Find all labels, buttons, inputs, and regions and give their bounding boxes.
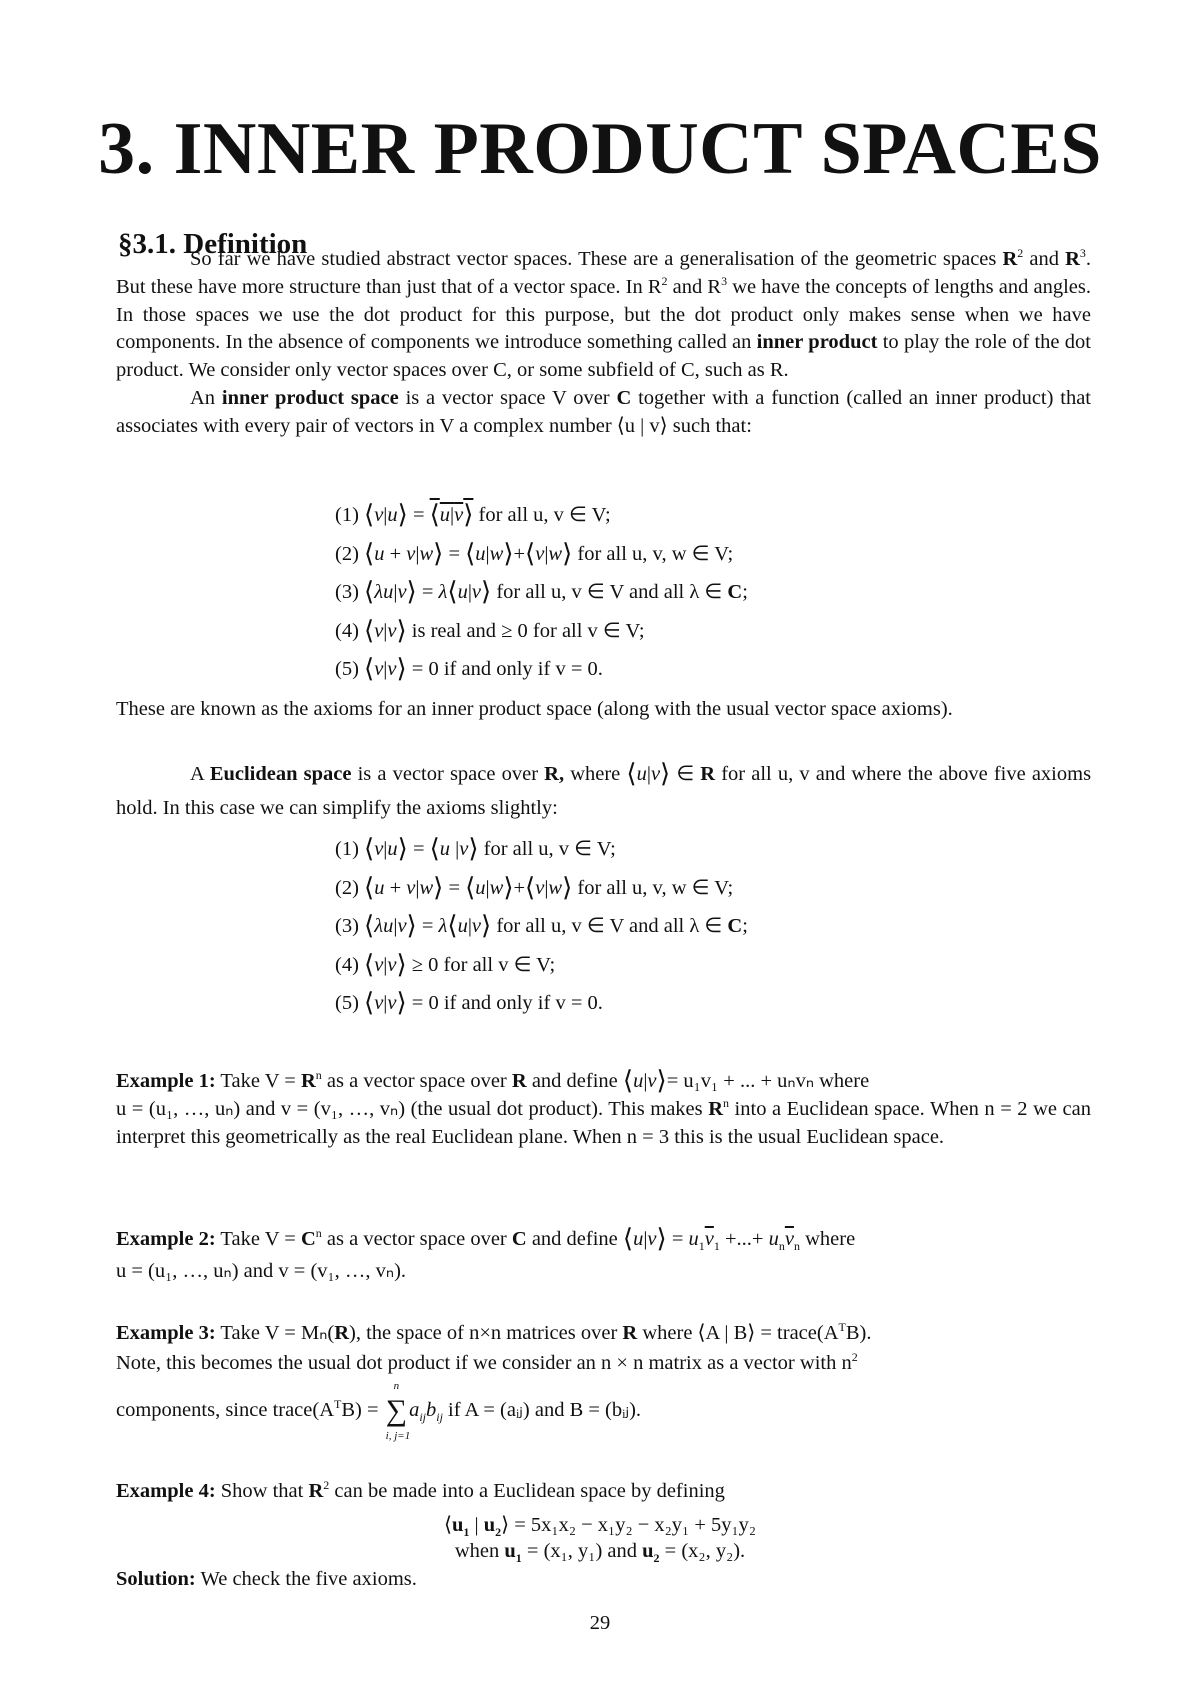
example-3-label: Example 3: <box>116 1322 216 1344</box>
term-inner-product: inner product <box>756 331 878 354</box>
example-4-condition: when $u_1 = (x_1$, y₁) and $u_2 = (x_2$, y₂). <box>454 1540 746 1566</box>
axiom-4: (4) ⟨v|v⟩ ≥ 0 for all v ∈ V; <box>335 949 556 979</box>
axiom-2: (2) ⟨u + v|w⟩ = ⟨u|w⟩+⟨v|w⟩ for all u, v, w ∈ V; <box>335 872 734 902</box>
example-4-line-1: Example 4: Show that $R^2$ can be made into a Euclidean space by defining <box>116 1478 725 1502</box>
axiom-1: (1) ⟨v|u⟩ = ⟨u|v⟩ for all u, v ∈ V; <box>335 500 611 529</box>
axiom-5: (5) ⟨v|v⟩ = 0 if and only if v = 0. <box>335 988 603 1017</box>
section-heading: §3.1. Definition <box>118 228 308 260</box>
axiom-4: (4) ⟨v|v⟩ is real and ≥ 0 for all v ∈ V; <box>335 615 645 645</box>
intro-paragraph: So far we have studied abstract vector spaces. These are a generalisation of the geometric spaces $R^2$ and $R^3$. But these have more structure than just that of a vector space. In $R^2$ and $R^3$ we have the concepts of lengths and angles. In those spaces we use the dot product for this purpose, but the dot product only makes sense when we have components. In the absence of components we introduce something called an inner product to play the role of the dot product. We consider only vector spaces over C, or some subfield of C, such as R. An inner product space is a vector space V over C together with a function (called an inner product) that associates with every pair of vectors in V a complex number ⟨u | v⟩ such that: <box>116 246 1091 441</box>
example-2-line-1: Example 2: Take $V = C^n$ as a vector space over C and define ⟨u|v⟩ = $u_1\overline{v}_1$ +...+ $u_n\overline{v}_n$ where <box>116 1224 856 1254</box>
solution-line: Solution: We check the five axioms. <box>116 1568 417 1590</box>
page-number: 29 <box>589 1612 611 1634</box>
solution-label: Solution: <box>116 1568 196 1590</box>
example-1-label: Example 1: <box>116 1070 216 1092</box>
axiom-3: (3) ⟨λu|v⟩ = λ⟨u|v⟩ for all u, v ∈ V and all λ ∈ C; <box>335 911 748 940</box>
example-4-formula: $⟨u_1$ | $u_2⟩ = 5x_1x_2 - x_1y_2 - x_2y_1 + 5y_1y_2$ <box>443 1514 757 1540</box>
axiom-list-complex <box>335 496 748 689</box>
euclidean-definition: A Euclidean space is a vector space over R, where ⟨u|v⟩ ∈ R for all u, v and where the above five axioms hold. In this case we can simplify the axioms slightly: <box>116 759 1092 819</box>
axiom-2: (2) ⟨u + v|w⟩ = ⟨u|w⟩+⟨v|w⟩ for all u, v, w ∈ V; <box>335 538 734 568</box>
example-1-line-1: Example 1: Take $V = R^n$ as a vector space over R and define ⟨u|v⟩= u₁v₁ + ... + uₙvₙ where <box>116 1066 870 1095</box>
axiom-1: (1) ⟨v|u⟩ = ⟨u |v⟩ for all u, v ∈ V; <box>335 834 616 863</box>
example-1-body: u = (u₁, …, uₙ) and v = (v₁, …, vₙ) (the usual dot product). This makes $R^n$ into a Euclidean space. When n = 2 we can interpret this geometrically as the real Euclidean plane. When n = 3 this is the usual Euclidean space. <box>116 1096 1091 1148</box>
axiom-list-real <box>335 830 748 1023</box>
example-3-line-3: components, since $trace(A^TB)$ = ∑ n i, j=1 $a_{ij}b_{ij}$ if A = (aᵢⱼ) and B = (bᵢⱼ). <box>116 1380 642 1442</box>
axiom-5: (5) ⟨v|v⟩ = 0 if and only if v = 0. <box>335 654 603 683</box>
axioms-note: These are known as the axioms for an inner product space (along with the usual vector space axioms). <box>116 698 953 720</box>
summation-symbol: ∑ n i, j=1 <box>385 1380 411 1442</box>
term-inner-product-space: inner product space <box>221 386 399 409</box>
example-3-line-2: Note, this becomes the usual dot product if we consider an n × n matrix as a vector with $n^2$ <box>116 1350 858 1374</box>
example-4-label: Example 4: <box>116 1480 216 1502</box>
example-2-line-2: u = (u₁, …, uₙ) and v = (v₁, …, vₙ). <box>116 1260 407 1282</box>
example-2-label: Example 2: <box>116 1228 216 1250</box>
inner-product-space-definition: An inner product space is a vector space V over C together with a function (called an inner product) that associates with every pair of vectors in V a complex number ⟨u | v⟩ such that: <box>116 386 1092 437</box>
axiom-3: (3) ⟨λu|v⟩ = λ⟨u|v⟩ for all u, v ∈ V and all λ ∈ C; <box>335 577 748 606</box>
example-3-line-1: Example 3: Take V = Mₙ(R), the space of n×n matrices over R where ⟨A | B⟩ = $trace(A^TB)$. <box>116 1320 872 1344</box>
chapter-title: 3. INNER PRODUCT SPACES <box>98 108 1102 190</box>
term-euclidean-space: Euclidean space <box>209 763 352 785</box>
